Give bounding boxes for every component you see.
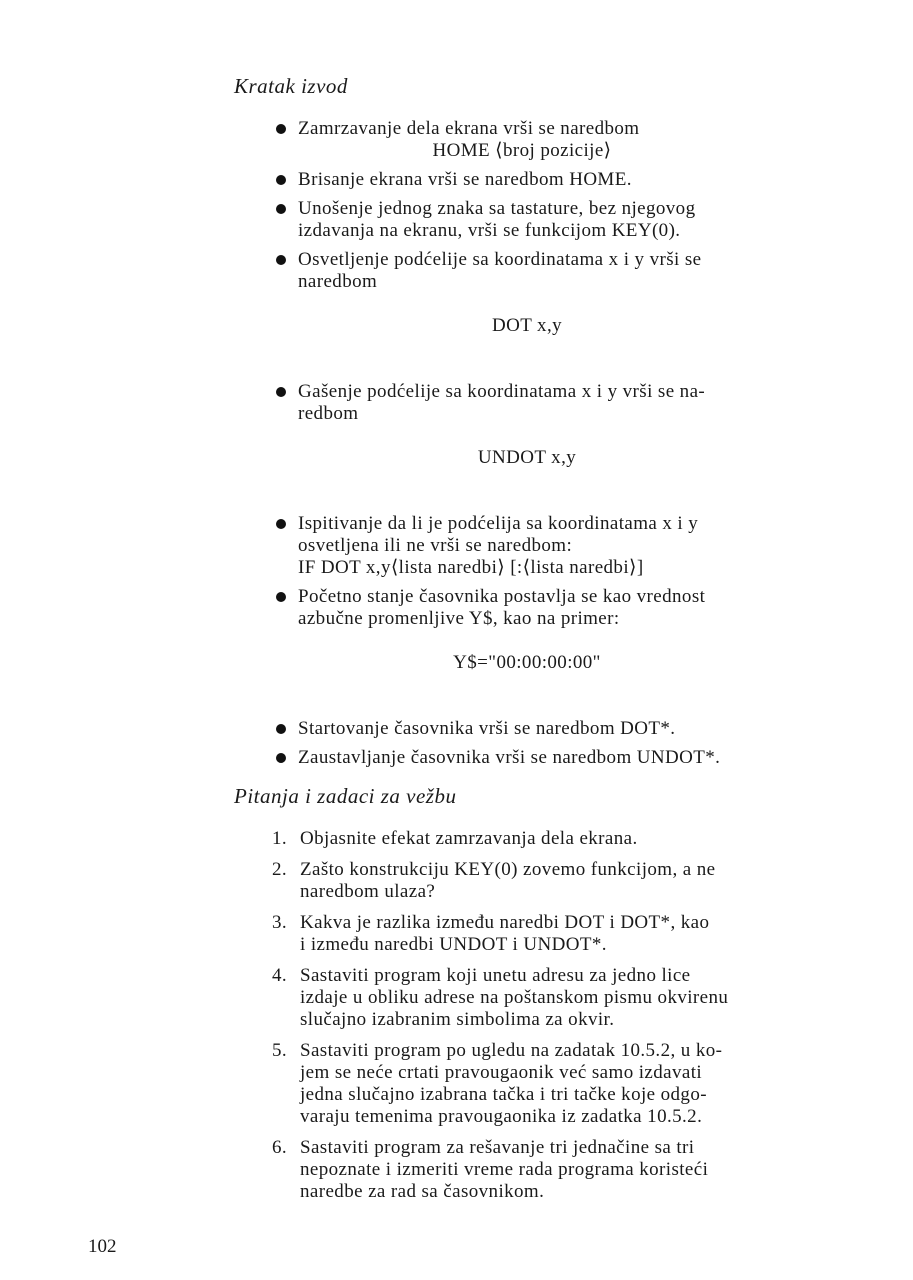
bullet-dot-icon [276, 175, 286, 185]
bullet-text-line: azbučne promenljive Y$, kao na primer: [298, 608, 620, 629]
questions-heading: Pitanja i zadaci za vežbu [234, 784, 457, 808]
summary-bullet-list [276, 118, 806, 776]
bullet-display-formula: Y$="00:00:00:00" [453, 652, 601, 673]
question-number: 4. [272, 965, 288, 986]
bullet-text-line: Osvetljenje podćelije sa koordinatama x i y vrši se [298, 249, 702, 270]
bullet-text-line: Početno stanje časovnika postavlja se kao vrednost [298, 586, 706, 607]
bullet-item [276, 249, 806, 337]
question-item [272, 1040, 802, 1128]
bullet-dot-icon [276, 204, 286, 214]
bullet-text-line: Unošenje jednog znaka sa tastature, bez njegovog [298, 198, 696, 219]
question-item [272, 1137, 802, 1203]
bullet-item [276, 381, 806, 469]
bullet-text-line: Gašenje podćelije sa koordinatama x i y vrši se na- [298, 381, 706, 402]
bullet-dot-icon [276, 519, 286, 529]
bullet-text-line: Startovanje časovnika vrši se naredbom DOT*. [298, 718, 676, 739]
question-item [272, 828, 802, 850]
bullet-center-line: HOME ⟨broj pozicije⟩ [432, 140, 612, 161]
bullet-display-formula: DOT x,y [491, 315, 562, 336]
question-text-line: Objasnite efekat zamrzavanja dela ekrana. [300, 828, 638, 849]
question-text-line: izdaje u obliku adrese na poštanskom pismu okvirenu [300, 987, 729, 1008]
question-number: 3. [272, 912, 288, 933]
bullet-dot-icon [276, 124, 286, 134]
bullet-dot-icon [276, 592, 286, 602]
question-text-line: naredbe za rad sa časovnikom. [300, 1181, 545, 1202]
bullet-item [276, 169, 806, 191]
summary-heading: Kratak izvod [234, 74, 348, 98]
questions-list [272, 828, 802, 1212]
bullet-item [276, 198, 806, 242]
question-number: 1. [272, 828, 288, 849]
bullet-item [276, 586, 806, 674]
question-text-line: jedna slučajno izabrana tačka i tri tačke koje odgo- [300, 1084, 707, 1105]
question-text-line: jem se neće crtati pravougaonik već samo izdavati [300, 1062, 703, 1083]
bullet-text-line: naredbom [298, 271, 378, 292]
bullet-text-line: redbom [298, 403, 359, 424]
question-text-line: Zašto konstrukciju KEY(0) zovemo funkcijom, a ne [300, 859, 716, 880]
question-text-line: slučajno izabranim simbolima za okvir. [300, 1009, 615, 1030]
bullet-dot-icon [276, 255, 286, 265]
bullet-text-line: Zamrzavanje dela ekrana vrši se naredbom [298, 118, 640, 139]
bullet-text-line: Ispitivanje da li je podćelija sa koordinatama x i y [298, 513, 699, 534]
bullet-dot-icon [276, 753, 286, 763]
question-number: 2. [272, 859, 288, 880]
question-text-line: nepoznate i izmeriti vreme rada programa koristeći [300, 1159, 709, 1180]
bullet-text-line: osvetljena ili ne vrši se naredbom: [298, 535, 573, 556]
question-item [272, 912, 802, 956]
question-text-line: Sastaviti program po ugledu na zadatak 10.5.2, u ko- [300, 1040, 723, 1061]
bullet-dot-icon [276, 387, 286, 397]
question-text-line: Sastaviti program za rešavanje tri jednačine sa tri [300, 1137, 695, 1158]
question-text-line: Kakva je razlika između naredbi DOT i DOT*, kao [300, 912, 710, 933]
bullet-item [276, 718, 806, 740]
page-number: 102 [88, 1236, 117, 1257]
bullet-text-line: Zaustavljanje časovnika vrši se naredbom UNDOT*. [298, 747, 721, 768]
question-text-line: Sastaviti program koji unetu adresu za jedno lice [300, 965, 691, 986]
bullet-item [276, 747, 806, 769]
bullet-item [276, 513, 806, 579]
bullet-text-line: izdavanja na ekranu, vrši se funkcijom KEY(0). [298, 220, 681, 241]
bullet-text-line: Brisanje ekrana vrši se naredbom HOME. [298, 169, 632, 190]
bullet-text-line: IF DOT x,y⟨lista naredbi⟩ [:⟨lista naredbi⟩] [298, 557, 644, 578]
question-text-line: naredbom ulaza? [300, 881, 436, 902]
question-text-line: i između naredbi UNDOT i UNDOT*. [300, 934, 607, 955]
question-number: 6. [272, 1137, 288, 1158]
bullet-item [276, 118, 806, 162]
question-text-line: varaju temenima pravougaonika iz zadatka 10.5.2. [300, 1106, 703, 1127]
question-item [272, 965, 802, 1031]
question-number: 5. [272, 1040, 288, 1061]
bullet-display-formula: UNDOT x,y [477, 447, 577, 468]
bullet-dot-icon [276, 724, 286, 734]
question-item [272, 859, 802, 903]
